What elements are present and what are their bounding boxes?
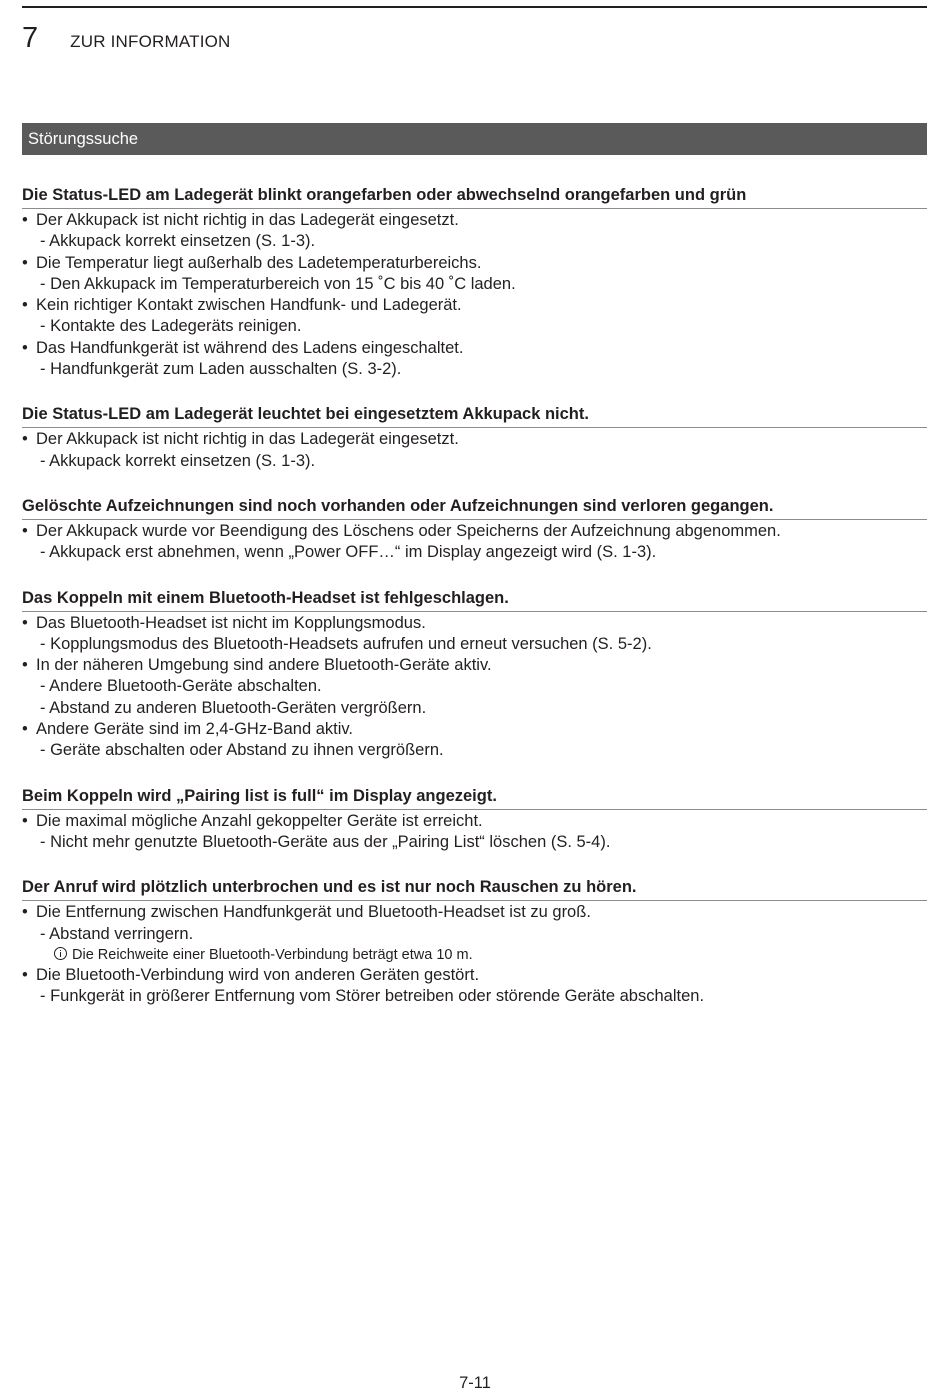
topic-heading: Die Status-LED am Ladegerät blinkt orangefarben oder abwechselnd orangefarben und grün — [22, 183, 927, 209]
cause-item — [22, 521, 927, 542]
cause-item — [22, 210, 927, 231]
cause-item — [22, 295, 927, 316]
top-rule — [22, 6, 927, 8]
bullet-icon: • — [22, 613, 28, 632]
cause-item — [22, 253, 927, 274]
bullet-icon: • — [22, 338, 28, 357]
remedy-item: - Funkgerät in größerer Entfernung vom Störer betreiben oder störende Geräte abschalten. — [40, 987, 705, 1006]
bullet-icon: • — [22, 430, 28, 449]
topic-call-interrupted — [22, 875, 927, 1007]
topic-heading: Der Anruf wird plötzlich unterbrochen und es ist nur noch Rauschen zu hören. — [22, 875, 927, 901]
bullet-icon: • — [22, 211, 28, 229]
note-text: Die Reichweite einer Bluetooth-Verbindung beträgt etwa 10 m. — [72, 946, 473, 963]
remedy-item: - Akkupack erst abnehmen, wenn „Power OFF…“ im Display angezeigt wird (S. 1-3). — [40, 543, 657, 562]
chapter-header — [22, 20, 231, 60]
info-icon — [54, 947, 67, 960]
remedy-item: - Handfunkgerät zum Laden ausschalten (S. 3-2). — [40, 360, 402, 379]
topic-heading: Beim Koppeln wird „Pairing list is full“ im Display angezeigt. — [22, 784, 927, 810]
cause-item — [22, 965, 927, 986]
cause-item — [22, 719, 927, 740]
bullet-icon: • — [22, 253, 28, 272]
cause-text: Die Bluetooth-Verbindung wird von anderen Geräten gestört. — [36, 965, 480, 984]
chapter-number: 7 — [22, 22, 39, 54]
bullet-icon: • — [22, 903, 28, 922]
cause-item — [22, 429, 927, 450]
bullet-icon: • — [22, 720, 28, 739]
cause-text: Der Akkupack ist nicht richtig in das Ladegerät eingesetzt. — [36, 211, 459, 229]
bullet-icon: • — [22, 811, 28, 830]
cause-item — [22, 811, 927, 832]
chapter-title: ZUR INFORMATION — [70, 32, 231, 51]
remedy-item: - Geräte abschalten oder Abstand zu ihnen vergrößern. — [40, 741, 444, 760]
page-number: 7-11 — [459, 1374, 491, 1390]
cause-item — [22, 613, 927, 634]
cause-text: Das Bluetooth-Headset ist nicht im Kopplungsmodus. — [36, 613, 426, 632]
cause-text: Der Akkupack ist nicht richtig in das Ladegerät eingesetzt. — [36, 430, 459, 449]
topic-heading: Gelöschte Aufzeichnungen sind noch vorhanden oder Aufzeichnungen sind verloren gegangen. — [22, 494, 927, 520]
cause-text: Kein richtiger Kontakt zwischen Handfunk- und Ladegerät. — [36, 296, 462, 315]
remedy-item: - Nicht mehr genutzte Bluetooth-Geräte aus der „Pairing List“ löschen (S. 5-4). — [40, 832, 611, 851]
remedy-item: - Abstand zu anderen Bluetooth-Geräten vergrößern. — [40, 698, 427, 717]
cause-text: Die maximal mögliche Anzahl gekoppelter Geräte ist erreicht. — [36, 811, 483, 830]
remedy-item: - Abstand verringern. — [40, 924, 194, 943]
troubleshooting-content — [22, 183, 927, 1029]
cause-item — [22, 338, 927, 359]
cause-item — [22, 655, 927, 676]
cause-text: Die Temperatur liegt außerhalb des Ladetemperaturbereichs. — [36, 253, 482, 272]
topic-heading: Die Status-LED am Ladegerät leuchtet bei eingesetztem Akkupack nicht. — [22, 402, 927, 428]
cause-item — [22, 902, 927, 923]
remedy-item: - Kontakte des Ladegeräts reinigen. — [40, 317, 302, 336]
topic-pairing-list-full — [22, 784, 927, 854]
cause-text: Der Akkupack wurde vor Beendigung des Löschens oder Speicherns der Aufzeichnung abgenommen. — [36, 521, 781, 540]
cause-text: Andere Geräte sind im 2,4-GHz-Band aktiv. — [36, 720, 353, 739]
remedy-item: - Akkupack korrekt einsetzen (S. 1-3). — [40, 232, 316, 251]
cause-text: Die Entfernung zwischen Handfunkgerät und Bluetooth-Headset ist zu groß. — [36, 903, 591, 922]
bullet-icon: • — [22, 656, 28, 675]
topic-heading: Das Koppeln mit einem Bluetooth-Headset ist fehlgeschlagen. — [22, 586, 927, 612]
remedy-item: - Den Akkupack im Temperaturbereich von 15 ˚C bis 40 ˚C laden. — [40, 274, 516, 293]
info-note — [22, 945, 927, 965]
topic-pairing-failed — [22, 586, 927, 762]
remedy-item: - Kopplungsmodus des Bluetooth-Headsets aufrufen und erneut versuchen (S. 5-2). — [40, 634, 652, 653]
topic-led-off — [22, 402, 927, 472]
cause-text: Das Handfunkgerät ist während des Ladens eingeschaltet. — [36, 338, 464, 357]
remedy-item: - Andere Bluetooth-Geräte abschalten. — [40, 677, 322, 696]
cause-text: In der näheren Umgebung sind andere Bluetooth-Geräte aktiv. — [36, 656, 492, 675]
bullet-icon: • — [22, 965, 28, 984]
topic-led-blinks — [22, 183, 927, 380]
bullet-icon: • — [22, 296, 28, 315]
topic-recordings — [22, 494, 927, 564]
remedy-item: - Akkupack korrekt einsetzen (S. 1-3). — [40, 451, 316, 470]
section-title-bar: Störungssuche — [22, 123, 927, 155]
bullet-icon: • — [22, 521, 28, 540]
